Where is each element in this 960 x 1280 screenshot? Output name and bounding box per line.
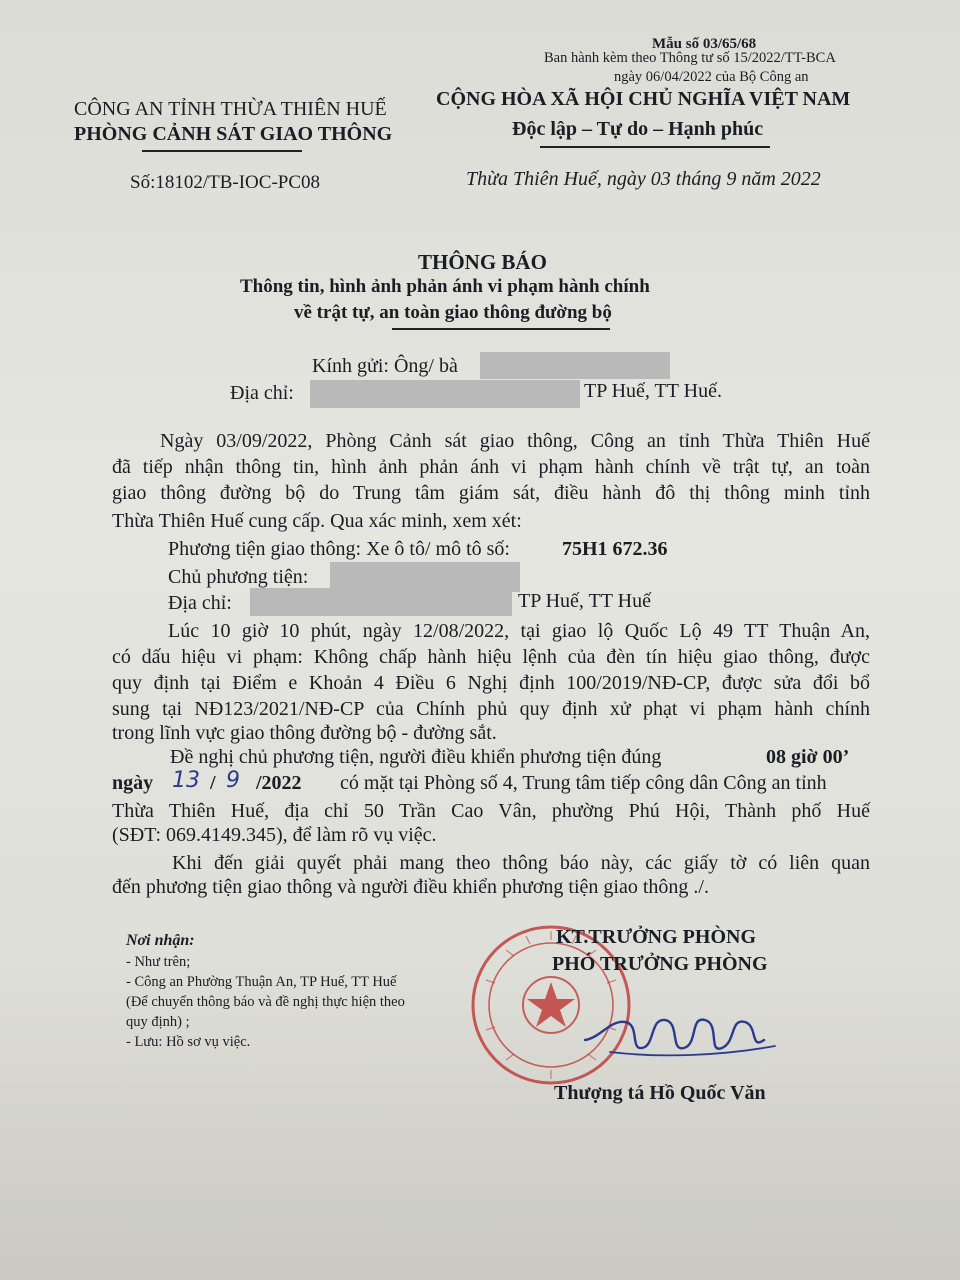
title-underline xyxy=(392,328,610,330)
redacted-owner-address xyxy=(250,588,512,616)
signature-title-2: PHÓ TRƯỞNG PHÒNG xyxy=(552,953,768,975)
para3-line1: Đề nghị chủ phương tiện, người điều khiển phương tiện đúng xyxy=(170,746,662,768)
agency-parent: CÔNG AN TỈNH THỪA THIÊN HUẾ xyxy=(74,98,387,120)
para4-line2: đến phương tiện giao thông và người điều khiển phương tiện giao thông ./. xyxy=(112,876,709,898)
para2-line2: có dấu hiệu vi phạm: Không chấp hành hiệu lệnh của đèn tín hiệu giao thông, được xyxy=(112,646,870,668)
place-date: Thừa Thiên Huế, ngày 03 tháng 9 năm 2022 xyxy=(466,168,821,190)
doc-subtitle-2: về trật tự, an toàn giao thông đường bộ xyxy=(294,302,612,323)
para1-line3: giao thông đường bộ do Trung tâm giám sát, điều hành đô thị thông minh tỉnh xyxy=(112,482,870,504)
agency-underline xyxy=(142,150,302,152)
redacted-recipient-name xyxy=(480,352,670,379)
redacted-recipient-address xyxy=(310,380,580,408)
recipients-item: - Lưu: Hồ sơ vụ việc. xyxy=(126,1034,251,1050)
recipients-item: - Công an Phường Thuận An, TP Huế, TT Huế xyxy=(126,974,397,990)
slash: / xyxy=(210,772,216,794)
nation-motto: Độc lập – Tự do – Hạnh phúc xyxy=(512,118,764,140)
document-number: Số:18102/TB-IOC-PC08 xyxy=(130,172,321,193)
para1-line4: Thừa Thiên Huế cung cấp. Qua xác minh, xem xét: xyxy=(112,510,522,532)
appointment-day-handwritten: 13 xyxy=(172,768,200,793)
para2-line1: Lúc 10 giờ 10 phút, ngày 12/08/2022, tại giao lộ Quốc Lộ 49 TT Thuận An, xyxy=(168,620,870,642)
signature-title-1: KT.TRƯỞNG PHÒNG xyxy=(556,926,756,948)
owner-address-label: Địa chỉ: xyxy=(168,592,232,614)
para1-line1: Ngày 03/09/2022, Phòng Cảnh sát giao thông, Công an tỉnh Thừa Thiên Huế xyxy=(160,430,870,452)
handwritten-signature xyxy=(580,1000,780,1070)
recipients-item: quy định) ; xyxy=(126,1014,190,1030)
appointment-month-handwritten: 9 xyxy=(226,768,240,793)
para2-line3: quy định tại Điểm e Khoản 4 Điều 6 Nghị định 100/2019/NĐ-CP, được sửa đổi bổ xyxy=(112,672,870,694)
recipients-item: - Như trên; xyxy=(126,954,191,970)
motto-underline xyxy=(540,146,770,148)
recipient-address-label: Địa chỉ: xyxy=(230,382,294,404)
signer-name: Thượng tá Hồ Quốc Văn xyxy=(554,1082,766,1104)
para2-line5: trong lĩnh vực giao thông đường bộ - đường sắt. xyxy=(112,722,497,744)
para1-line2: đã tiếp nhận thông tin, hình ảnh phản ánh vi phạm hành chính về trật tự, an toàn xyxy=(112,456,870,478)
para4-line1: Khi đến giải quyết phải mang theo thông báo này, các giấy tờ có liên quan xyxy=(172,852,870,874)
vehicle-label: Phương tiện giao thông: Xe ô tô/ mô tô số: xyxy=(168,538,510,560)
doc-title: THÔNG BÁO xyxy=(418,250,547,274)
form-issued-line1: Ban hành kèm theo Thông tư số 15/2022/TT-BCA xyxy=(544,50,836,66)
greeting: Kính gửi: Ông/ bà xyxy=(312,355,458,377)
appointment-time: 08 giờ 00’ xyxy=(766,746,850,768)
appointment-year: /2022 xyxy=(256,772,302,794)
owner-address-tail: TP Huế, TT Huế xyxy=(518,590,651,612)
para3-line4: (SĐT: 069.4149.345), để làm rõ vụ việc. xyxy=(112,824,437,846)
agency-name: PHÒNG CẢNH SÁT GIAO THÔNG xyxy=(74,123,393,145)
form-code: Mẫu số 03/65/68 xyxy=(652,36,757,52)
recipients-item: (Để chuyển thông báo và đề nghị thực hiện theo xyxy=(126,994,405,1010)
recipient-address-tail: TP Huế, TT Huế. xyxy=(584,380,722,402)
para3-line2-rest: có mặt tại Phòng số 4, Trung tâm tiếp công dân Công an tỉnh xyxy=(340,772,827,794)
para3-line3: Thừa Thiên Huế, địa chỉ 50 Trần Cao Vân, phường Phú Hội, Thành phố Huế xyxy=(112,800,870,822)
recipients-label: Nơi nhận: xyxy=(126,932,195,949)
appointment-ngay: ngày xyxy=(112,772,154,794)
doc-subtitle-1: Thông tin, hình ảnh phản ánh vi phạm hành chính xyxy=(240,276,650,297)
vehicle-plate: 75H1 672.36 xyxy=(562,538,668,560)
owner-label: Chủ phương tiện: xyxy=(168,566,309,588)
nation-name: CỘNG HÒA XÃ HỘI CHỦ NGHĨA VIỆT NAM xyxy=(436,88,851,110)
para2-line4: sung tại NĐ123/2021/NĐ-CP của Chính phủ quy định xử phạt vi phạm hành chính xyxy=(112,698,870,720)
form-issued-line2: ngày 06/04/2022 của Bộ Công an xyxy=(614,69,809,85)
